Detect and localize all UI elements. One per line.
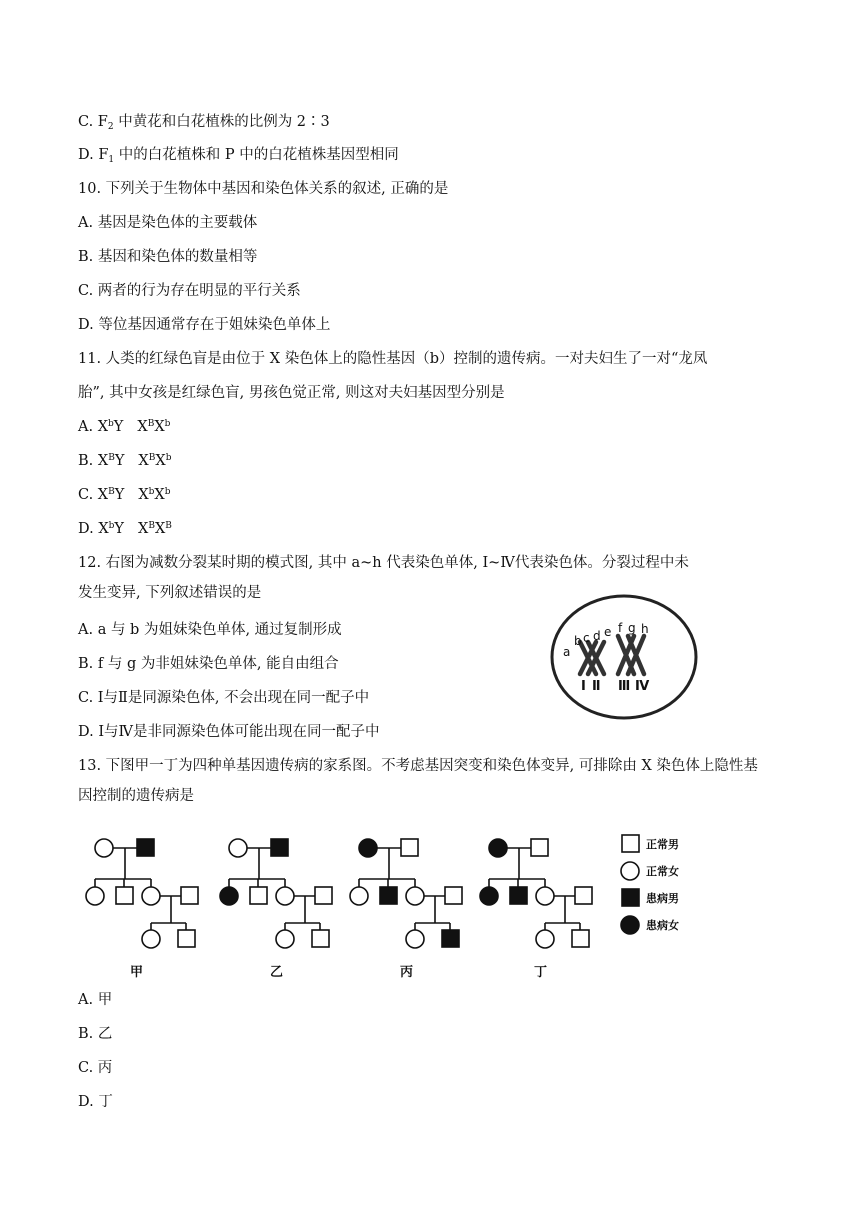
q13-stem-line1: 13. 下图甲一丁为四种单基因遗传病的家系图。不考虑基因突变和染色体变异, 可排除由 X 染色体上隐性基 xyxy=(78,758,758,774)
chromatid-label-b: b xyxy=(574,634,582,648)
q13-option-a: A. 甲 xyxy=(78,992,113,1008)
chromosome-label-III: Ⅲ xyxy=(618,679,631,694)
q12-option-d: D. Ⅰ与Ⅳ是非同源染色体可能出现在同一配子中 xyxy=(78,724,380,740)
q13-option-b: B. 乙 xyxy=(78,1026,113,1042)
chromatid-label-f: f xyxy=(618,621,623,635)
q11-option-c: C. $X^BY$ $X^bX^b$ xyxy=(78,487,171,503)
chromatid-label-e: e xyxy=(604,625,612,639)
pedigree-legend xyxy=(621,835,679,934)
pedigree-ding xyxy=(480,839,592,980)
chromatid-label-d: d xyxy=(593,629,601,643)
q11-option-a: A. $X^bY$ $X^BX^b$ xyxy=(78,419,171,435)
q10-option-b: B. 基因和染色体的数量相等 xyxy=(78,249,258,265)
pedigree-label-yi: 乙 xyxy=(270,965,284,980)
legend-normal-male-icon xyxy=(622,835,639,852)
q9-option-c: C. $F_2$ 中黄花和白花植株的比例为 2∶3 xyxy=(78,114,330,132)
chromosome-label-IV: Ⅳ xyxy=(635,679,650,694)
pedigree-figure xyxy=(80,826,720,980)
pedigree-label-jia: 甲 xyxy=(130,965,144,980)
q11-option-d: D. $X^bY$ $X^BX^B$ xyxy=(78,521,172,537)
pedigree-label-bing: 丙 xyxy=(400,965,414,980)
legend-affected-male-label: 患病男 xyxy=(646,892,679,905)
q10-option-c: C. 两者的行为存在明显的平行关系 xyxy=(78,283,301,299)
legend-affected-female-label: 患病女 xyxy=(646,919,679,932)
q13-stem-line2: 因控制的遗传病是 xyxy=(78,788,194,804)
q11-option-b: B. $X^BY$ $X^BX^b$ xyxy=(78,453,172,469)
q13-option-c: C. 丙 xyxy=(78,1060,113,1076)
chromatid-label-h: h xyxy=(641,622,649,636)
q10-option-a: A. 基因是染色体的主要载体 xyxy=(78,215,258,231)
chromosome-label-II: Ⅱ xyxy=(592,679,601,694)
q12-option-b: B. f 与 g 为非姐妹染色单体, 能自由组合 xyxy=(78,656,339,672)
meiosis-cell-figure xyxy=(548,592,700,722)
q11-stem-line2: 胎”, 其中女孩是红绿色盲, 男孩色觉正常, 则这对夫妇基因型分别是 xyxy=(78,385,505,401)
q12-stem-line1: 12. 右图为减数分裂某时期的模式图, 其中 a~h 代表染色单体, Ⅰ~Ⅳ代表染色体。分裂过程中未 xyxy=(78,555,689,571)
pedigree-yi xyxy=(220,839,332,980)
legend-affected-male-icon xyxy=(622,889,639,906)
chromatid-label-c: c xyxy=(583,631,590,645)
q12-stem-line2: 发生变异, 下列叙述错误的是 xyxy=(78,585,262,601)
q10-option-d: D. 等位基因通常存在于姐妹染色单体上 xyxy=(78,317,331,333)
q9-option-d: D. $F_1$ 中的白花植株和 P 中的白花植株基因型相同 xyxy=(78,147,399,165)
chromosome-label-I: Ⅰ xyxy=(581,679,586,694)
pedigree-jia xyxy=(86,839,198,980)
pedigree-bing xyxy=(350,839,462,980)
q11-stem-line1: 11. 人类的红绿色盲是由位于 X 染色体上的隐性基因（b）控制的遗传病。一对夫妇生了一对“龙凤 xyxy=(78,351,708,367)
legend-normal-female-icon xyxy=(621,862,639,880)
legend-affected-female-icon xyxy=(621,916,639,934)
q10-stem: 10. 下列关于生物体中基因和染色体关系的叙述, 正确的是 xyxy=(78,181,449,197)
chromatid-label-a: a xyxy=(563,645,571,659)
legend-normal-female-label: 正常女 xyxy=(646,865,679,878)
q12-option-c: C. Ⅰ与Ⅱ是同源染色体, 不会出现在同一配子中 xyxy=(78,690,370,706)
legend-normal-male-label: 正常男 xyxy=(646,838,679,851)
pedigree-label-ding: 丁 xyxy=(534,965,548,980)
q12-option-a: A. a 与 b 为姐妹染色单体, 通过复制形成 xyxy=(78,622,342,638)
chromosome-IV xyxy=(628,636,644,674)
chromatid-label-g: g xyxy=(628,621,636,635)
q13-option-d: D. 丁 xyxy=(78,1094,113,1110)
